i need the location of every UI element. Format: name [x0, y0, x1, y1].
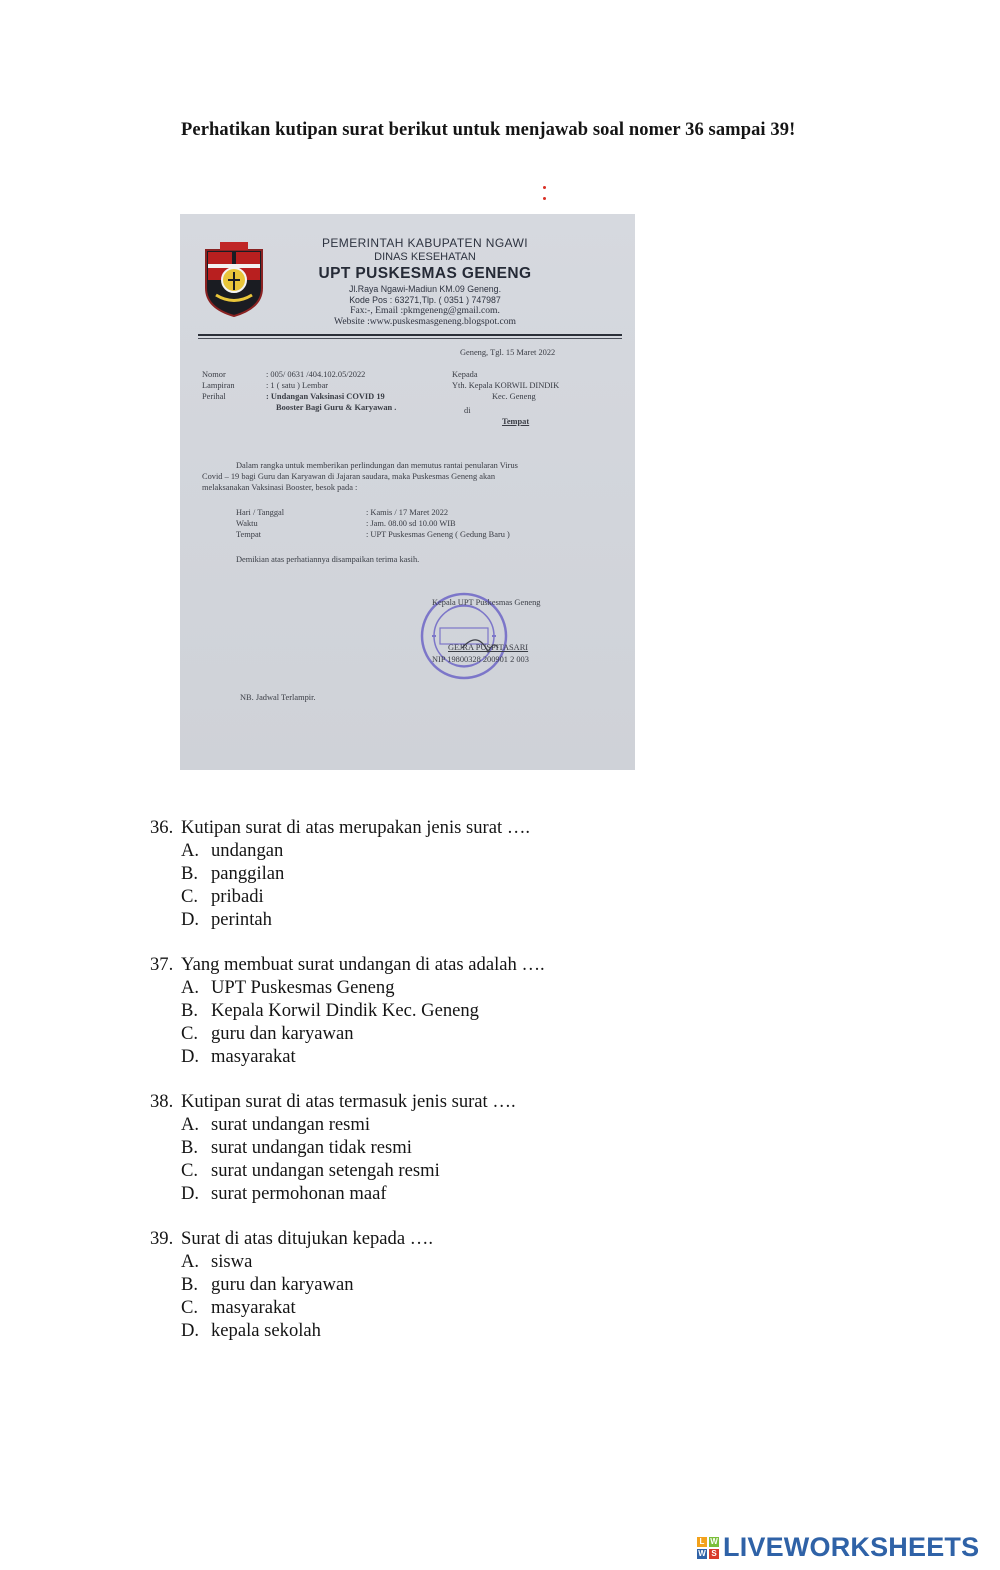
question-number: 37.	[150, 954, 174, 975]
letter-image	[180, 214, 635, 770]
question-37	[150, 953, 850, 1068]
option-text: surat undangan tidak resmi	[211, 1137, 412, 1158]
option-text: masyarakat	[211, 1046, 296, 1067]
option-b[interactable]	[181, 1273, 850, 1296]
option-a[interactable]	[181, 1113, 850, 1136]
meta-key: Perihal	[202, 392, 226, 401]
option-letter: C.	[181, 1023, 199, 1044]
option-letter: C.	[181, 886, 199, 907]
signature-nip: NIP 19800328 200901 2 003	[432, 655, 529, 664]
option-c[interactable]	[181, 1159, 850, 1182]
detail-value: : Kamis / 17 Maret 2022	[366, 508, 449, 517]
letter-body-line: melaksanakan Vaksinasi Booster, besok pada :	[202, 483, 358, 492]
logo-tile: L	[697, 1537, 707, 1547]
option-text: surat undangan setengah resmi	[211, 1160, 440, 1181]
option-letter: D.	[181, 909, 200, 930]
logo-tile: W	[698, 1548, 706, 1558]
option-c[interactable]	[181, 885, 850, 908]
option-text: kepala sekolah	[211, 1320, 321, 1341]
option-letter: B.	[181, 1274, 199, 1295]
logo-tile: W	[710, 1536, 718, 1546]
logo-tile: S	[709, 1549, 719, 1559]
option-text: perintah	[211, 909, 272, 930]
ngawi-emblem-icon	[202, 240, 266, 318]
option-text: surat permohonan maaf	[211, 1183, 387, 1204]
meta-value: : 005/ 0631 /404.102.05/2022	[266, 370, 366, 379]
option-text: guru dan karyawan	[211, 1274, 354, 1295]
letter-date: Geneng, Tgl. 15 Maret 2022	[460, 348, 556, 357]
option-b[interactable]	[181, 862, 850, 885]
detail-value: : UPT Puskesmas Geneng ( Gedung Baru )	[366, 530, 510, 539]
question-text: Yang membuat surat undangan di atas adalah ….	[181, 954, 545, 975]
letterhead-email: Fax:-, Email :pkmgeneng@gmail.com.	[350, 305, 500, 316]
meta-value: Booster Bagi Guru & Karyawan .	[276, 403, 397, 412]
question-number: 36.	[150, 817, 174, 838]
recipient-name: Yth. Kepala KORWIL DINDIK	[452, 381, 560, 390]
option-b[interactable]	[181, 999, 850, 1022]
letter-closing: Demikian atas perhatiannya disampaikan terima kasih.	[236, 555, 420, 564]
letter-meta	[202, 369, 466, 413]
detail-key: Waktu	[236, 519, 258, 528]
recipient-district: Kec. Geneng	[492, 392, 536, 401]
option-letter: A.	[181, 1114, 200, 1135]
option-text: guru dan karyawan	[211, 1023, 354, 1044]
brand-text: LIVEWORKSHEETS	[723, 1532, 980, 1562]
meta-value: : Undangan Vaksinasi COVID 19	[266, 392, 385, 401]
meta-value: : 1 ( satu ) Lembar	[266, 381, 329, 390]
question-39	[150, 1227, 850, 1342]
question-text: Kutipan surat di atas merupakan jenis surat ….	[181, 817, 531, 838]
option-text: masyarakat	[211, 1297, 296, 1318]
option-d[interactable]	[181, 1182, 850, 1205]
option-c[interactable]	[181, 1296, 850, 1319]
letterhead-government: PEMERINTAH KABUPATEN NGAWI	[322, 236, 528, 250]
letter-body-line: Dalam rangka untuk memberikan perlindungan dan memutus rantai penularan Virus	[236, 461, 518, 470]
option-d[interactable]	[181, 908, 850, 931]
option-letter: B.	[181, 1137, 199, 1158]
option-text: panggilan	[211, 863, 285, 884]
option-a[interactable]	[181, 976, 850, 999]
meta-key: Lampiran	[202, 381, 235, 390]
option-letter: B.	[181, 863, 199, 884]
option-b[interactable]	[181, 1136, 850, 1159]
signature-title: Kepala UPT Puskesmas Geneng	[432, 598, 541, 607]
recipient-place: Tempat	[502, 417, 530, 426]
letterhead-institution: UPT PUSKESMAS GENENG	[318, 265, 532, 282]
question-text: Kutipan surat di atas termasuk jenis surat ….	[181, 1091, 516, 1112]
option-d[interactable]	[181, 1319, 850, 1342]
letter-body	[202, 460, 622, 493]
question-number: 38.	[150, 1091, 174, 1112]
liveworksheets-brand[interactable]	[697, 1532, 979, 1563]
letterhead-department: DINAS KESEHATAN	[374, 251, 476, 263]
option-letter: C.	[181, 1160, 199, 1181]
option-a[interactable]	[181, 1250, 850, 1273]
letterhead	[275, 236, 575, 327]
option-letter: C.	[181, 1297, 199, 1318]
option-text: siswa	[211, 1251, 253, 1272]
option-text: Kepala Korwil Dindik Kec. Geneng	[211, 1000, 479, 1021]
letterhead-phone: Kode Pos : 63271,Tlp. ( 0351 ) 747987	[349, 295, 501, 305]
detail-value: : Jam. 08.00 sd 10.00 WIB	[366, 519, 456, 528]
event-details	[236, 507, 510, 540]
recipient-di: di	[464, 406, 471, 415]
question-38	[150, 1090, 850, 1205]
option-letter: A.	[181, 977, 200, 998]
option-letter: D.	[181, 1320, 200, 1341]
recipient-kepada: Kepada	[452, 370, 478, 379]
option-letter: D.	[181, 1046, 200, 1067]
option-c[interactable]	[181, 1022, 850, 1045]
option-letter: A.	[181, 1251, 200, 1272]
letterhead-address: Jl.Raya Ngawi-Madiun KM.09 Geneng.	[348, 284, 502, 294]
letter-body-line: Covid – 19 bagi Guru dan Karyawan di Jajaran saudara, maka Puskesmas Geneng akan	[202, 472, 496, 481]
letterhead-website: Website :www.puskesmasgeneng.blogspot.com	[334, 316, 516, 327]
letter-nb: NB. Jadwal Terlampir.	[240, 693, 316, 702]
letterhead-divider-thin	[198, 338, 622, 339]
question-text: Surat di atas ditujukan kepada ….	[181, 1228, 433, 1249]
option-d[interactable]	[181, 1045, 850, 1068]
option-a[interactable]	[181, 839, 850, 862]
detail-key: Tempat	[236, 530, 261, 539]
option-letter: A.	[181, 840, 200, 861]
meta-key: Nomor	[202, 370, 226, 379]
red-marker-dots	[543, 186, 549, 208]
detail-key: Hari / Tanggal	[236, 508, 285, 517]
question-36	[150, 816, 850, 931]
option-letter: D.	[181, 1183, 200, 1204]
option-text: UPT Puskesmas Geneng	[211, 977, 395, 998]
letterhead-divider	[198, 334, 622, 336]
liveworksheets-logo-icon	[697, 1537, 719, 1559]
letter-recipient	[452, 369, 559, 427]
instruction-heading: Perhatikan kutipan surat berikut untuk menjawab soal nomer 36 sampai 39!	[181, 120, 796, 140]
option-letter: B.	[181, 1000, 199, 1021]
question-number: 39.	[150, 1228, 174, 1249]
meta-key	[202, 402, 266, 413]
option-text: surat undangan resmi	[211, 1114, 371, 1135]
option-text: undangan	[211, 840, 284, 861]
signature-name: GEJRA PUSPITASARI	[448, 643, 529, 652]
option-text: pribadi	[211, 886, 264, 907]
question-list	[150, 816, 850, 1364]
